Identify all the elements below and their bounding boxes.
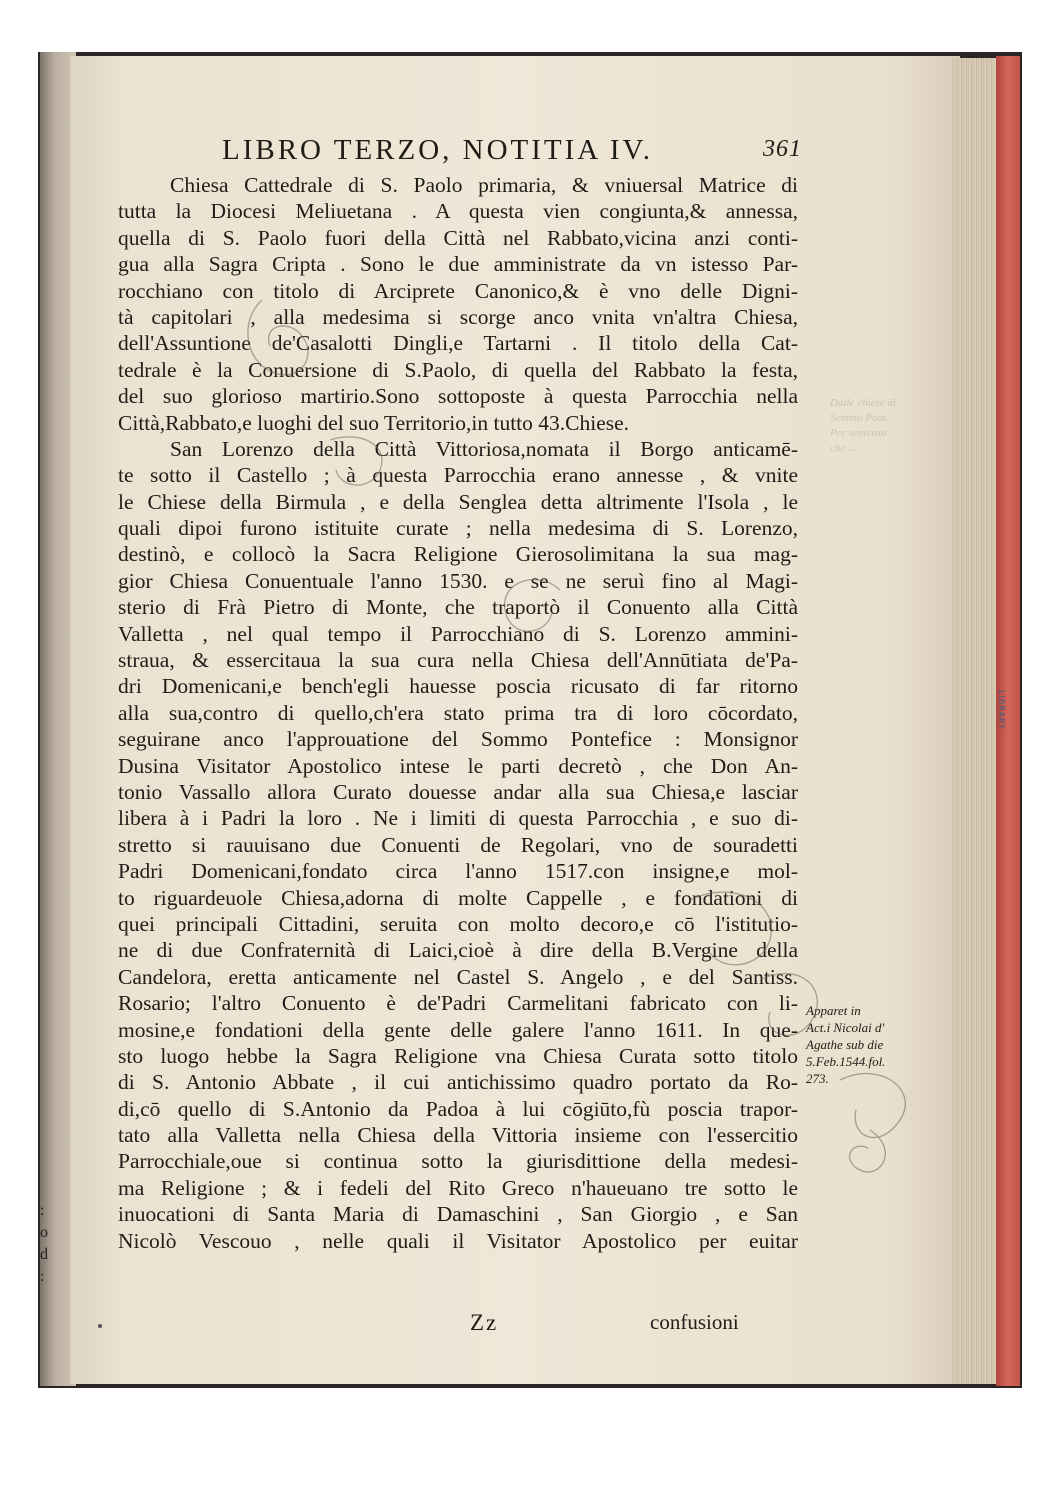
show-through-text: Dalle chiese di Sommo Pont. Per sentenza che ...	[830, 397, 896, 454]
text-line: Padri Domenicani,fondato circa l'anno 1517.con insigne,e mol-	[118, 859, 798, 884]
text-line: ne di due Confraternità di Laici,cioè à dire della B.Vergine della	[118, 938, 798, 963]
show-through-stamp-outline	[690, 892, 771, 965]
text-line: tato alla Valletta nella Chiesa della Vittoria insieme con l'essercitio	[118, 1123, 798, 1148]
signature-mark: Zz	[470, 1310, 499, 1335]
note-line: 5.Feb.1544.fol.	[806, 1054, 886, 1069]
facing-page-fragments: : o d :	[40, 1202, 48, 1285]
text-line: Città,Rabbato,e luoghi del suo Territorio,in tutto 43.Chiese.	[118, 410, 630, 435]
text-line: sterio di Frà Pietro di Monte, che traportò il Conuento alla Città	[118, 595, 798, 620]
text-line: quella di S. Paolo fuori della Città nel Rabbato,vicina anzi conti-	[118, 225, 798, 250]
text-line: ma Religione ; & i fedeli del Rito Greco n'haueuano tre sotto le	[118, 1175, 798, 1200]
show-through-stamp-outline	[505, 580, 560, 632]
text-line: di S. Antonio Abbate , il cui antichissimo quadro portato da Ro-	[118, 1070, 798, 1095]
text-line: Valletta , nel qual tempo il Parrocchiano di S. Lorenzo ammini-	[118, 621, 798, 646]
page-number: 361	[763, 136, 802, 162]
text-line: alla sua,contro di quello,ch'era stato prima tra di loro cōcordato,	[118, 700, 798, 725]
text-line: di,cō quello di S.Antonio da Padoa à lui cōgiūto,fù poscia trapor-	[118, 1096, 798, 1121]
note-line: Apparet in	[806, 1003, 861, 1018]
note-line: Act.i Nicolai d'	[806, 1020, 885, 1035]
text-line: del suo glorioso martirio.Sono sottoposte à questa Parrocchia nella	[118, 384, 798, 409]
text-line: te sotto il Castello ; à questa Parrocchia erano annesse , & vnite	[118, 463, 798, 488]
text-line: San Lorenzo della Città Vittoriosa,nomata il Borgo anticamē-	[170, 436, 798, 461]
text-line: sto luogo hebbe la Sagra Religione vna Chiesa Curata sotto titolo	[118, 1043, 798, 1068]
note-line: 273.	[806, 1071, 829, 1086]
text-line: Rosario; l'altro Conuento è de'Padri Carmelitani fabricato con li-	[118, 991, 798, 1016]
show-through-stamp-outline	[760, 974, 817, 1036]
text-line: tonio Vassallo allora Curato douesse andar alla sua Chiesa,e lasciar	[118, 779, 798, 804]
text-line: inuocationi di Santa Maria di Damaschini , San Giorgio , e San	[118, 1202, 798, 1227]
text-line: quei principali Cittadini, seruita con molto decoro,e cō l'istitutio-	[118, 911, 798, 936]
library-stamp-mark: LIBRARY	[997, 690, 1006, 730]
text-line: dri Domenicani,e bench'egli hauesse poscia ricusato di far ritorno	[118, 674, 798, 699]
show-through-stamp-outline	[330, 437, 382, 485]
text-line: le Chiese della Birmula , e della Senglea detta altrimente l'Isola , le	[118, 489, 798, 514]
text-line: mosine,e fondationi della gente delle galere l'anno 1611. In que-	[118, 1017, 798, 1042]
text-line: destinò, e collocò la Sacra Religione Gierosolimitana la sua mag-	[118, 542, 798, 567]
text-line: seguirane anco l'approuatione del Sommo Pontefice : Monsignor	[118, 727, 798, 752]
text-line: libera à i Padri la loro . Ne i limiti di questa Parrocchia , e suo di-	[118, 806, 798, 831]
text-line: dell'Assuntione de'Casalotti Dingli,e Tartarni . Il titolo della Cat-	[118, 331, 798, 356]
note-line: Agathe sub die	[806, 1037, 884, 1052]
text-line: Candelora, eretta anticamente nel Castel S. Angelo , e del Santiss.	[118, 964, 798, 989]
ink-speck	[98, 1324, 102, 1328]
text-line: rocchiano con titolo di Arciprete Canonico,& è vno delle Digni-	[118, 278, 798, 303]
text-line: gior Chiesa Conuentuale l'anno 1530. e se ne seruì fino al Magi-	[118, 568, 798, 593]
show-through-stamp-outline	[248, 300, 308, 375]
running-head: LIBRO TERZO, NOTITIA IV.	[222, 134, 653, 166]
text-line: Dusina Visitator Apostolico intese le parti decretò , che Don An-	[118, 753, 798, 778]
text-line: straua, & essercitaua la sua cura nella Chiesa dell'Annūtiata de'Pa-	[118, 648, 798, 673]
text-line: Nicolò Vescouo , nelle quali il Visitator Apostolico per euitar	[118, 1228, 798, 1253]
text-line: quali dipoi furono istituite curate ; nella medesima di S. Lorenzo,	[118, 516, 798, 541]
catchword: confusioni	[650, 1310, 739, 1334]
text-line: tedrale è la Conuersione di S.Paolo, di quella del Rabbato la festa,	[118, 357, 798, 382]
text-line: to riguardeuole Chiesa,adorna di molte Cappelle , e fondationi di	[118, 885, 798, 910]
text-line: Parrocchiale,oue si continua sotto la giurisdittione della medesi-	[118, 1149, 798, 1174]
text-line: stretto si rauuisano due Conuenti de Regolari, vno de souradetti	[118, 832, 798, 857]
text-line: Chiesa Cattedrale di S. Paolo primaria, & vniuersal Matrice di	[170, 173, 798, 197]
text-line: gua alla Sagra Cripta . Sono le due amministrate da vn istesso Par-	[118, 252, 798, 277]
text-line: tutta la Diocesi Meliuetana . A questa vien congiunta,& annessa,	[118, 199, 798, 224]
text-line: tà capitolari , alla medesima si scorge anco vnita vn'altra Chiesa,	[118, 304, 798, 329]
show-through-stamp-outline	[840, 1074, 905, 1138]
